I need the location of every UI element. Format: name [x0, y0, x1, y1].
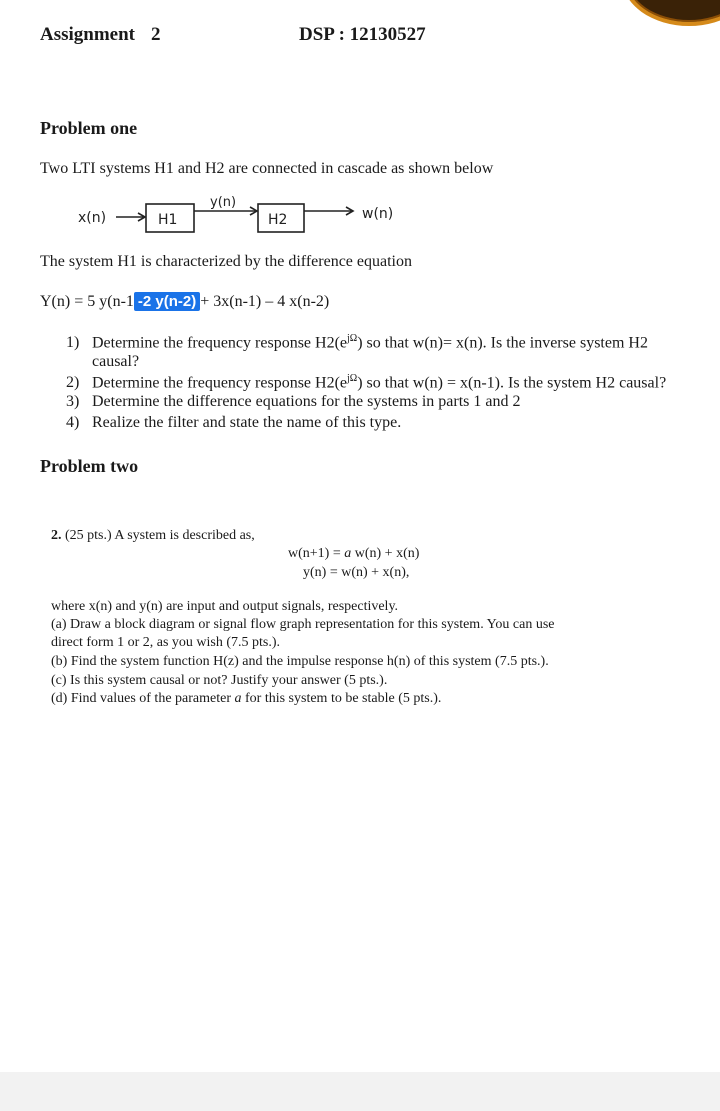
- part-d-var: a: [234, 691, 242, 706]
- question-2-number: 2): [66, 374, 80, 392]
- part-b: (b) Find the system function H(z) and the impulse response h(n) of this system (7.5 pts.).: [51, 654, 549, 669]
- diagram-output-label: w(n): [362, 206, 394, 222]
- part-d: [51, 691, 441, 707]
- equation-highlight[interactable]: -2 y(n-2): [134, 292, 200, 311]
- diagram-middle-label: y(n): [210, 195, 237, 210]
- question-2: [66, 373, 666, 392]
- part-d-b: for this system to be stable (5 pts.).: [241, 691, 442, 706]
- bottom-bar: [0, 1072, 720, 1111]
- assignment-label: [40, 24, 161, 46]
- output-equation: y(n) = w(n) + x(n),: [303, 565, 410, 580]
- part-a-line2: direct form 1 or 2, as you wish (7.5 pts.).: [51, 635, 281, 650]
- part-d-a: (d) Find values of the parameter: [51, 691, 235, 706]
- cascade-diagram: [70, 192, 430, 238]
- question-1-text-b: ) so that w(n)= x(n). Is the inverse system H2: [357, 334, 648, 352]
- state-equation-1: [288, 546, 419, 562]
- state-equation-1-var: a: [344, 546, 352, 561]
- system-description: The system H1 is characterized by the difference equation: [40, 253, 412, 270]
- diagram-block-h1-label: H1: [158, 212, 178, 228]
- equation-lhs: Y(n) = 5 y(n-1: [40, 293, 134, 310]
- problem-two-intro-text: (25 pts.) A system is described as,: [65, 528, 255, 543]
- state-equation-1-a: w(n+1) =: [288, 546, 345, 561]
- problem-two-number: 2.: [51, 528, 62, 543]
- question-3: [66, 393, 520, 411]
- question-2-text-b: ) so that w(n) = x(n-1). Is the system H2 causal?: [357, 374, 667, 392]
- difference-equation: [40, 293, 329, 311]
- question-1-line2: causal?: [92, 353, 140, 370]
- part-c: (c) Is this system causal or not? Justify your answer (5 pts.).: [51, 673, 388, 688]
- question-4-number: 4): [66, 414, 80, 431]
- problem-one-intro: Two LTI systems H1 and H2 are connected in cascade as shown below: [40, 160, 494, 177]
- corner-logo-decoration: [622, 0, 720, 26]
- problem-two-title: Problem two: [40, 456, 139, 476]
- assignment-label-text: Assignment: [40, 24, 136, 45]
- question-3-number: 3): [66, 393, 80, 410]
- state-equation-1-b: w(n) + x(n): [351, 546, 420, 561]
- diagram-input-label: x(n): [78, 210, 107, 226]
- question-2-text-a: Determine the frequency response H2(e: [92, 374, 347, 392]
- assignment-number: 2: [151, 24, 161, 45]
- problem-two-intro: [51, 528, 255, 544]
- question-4: [66, 414, 401, 432]
- question-3-text: Determine the difference equations for the systems in parts 1 and 2: [92, 393, 521, 410]
- question-1: [66, 333, 648, 352]
- course-code: DSP : 12130527: [299, 24, 426, 45]
- question-1-sup: jΩ: [347, 333, 358, 344]
- question-1-text-a: Determine the frequency response H2(e: [92, 334, 347, 352]
- problem-one-title: Problem one: [40, 118, 138, 138]
- equation-rhs: + 3x(n-1) – 4 x(n-2): [200, 293, 330, 310]
- where-text: where x(n) and y(n) are input and output signals, respectively.: [51, 599, 399, 614]
- question-1-number: 1): [66, 334, 80, 352]
- diagram-block-h2-label: H2: [268, 212, 288, 228]
- question-4-text: Realize the filter and state the name of this type.: [92, 414, 402, 431]
- question-2-sup: jΩ: [347, 373, 358, 384]
- part-a-line1: (a) Draw a block diagram or signal flow graph representation for this system. You can use: [51, 617, 555, 632]
